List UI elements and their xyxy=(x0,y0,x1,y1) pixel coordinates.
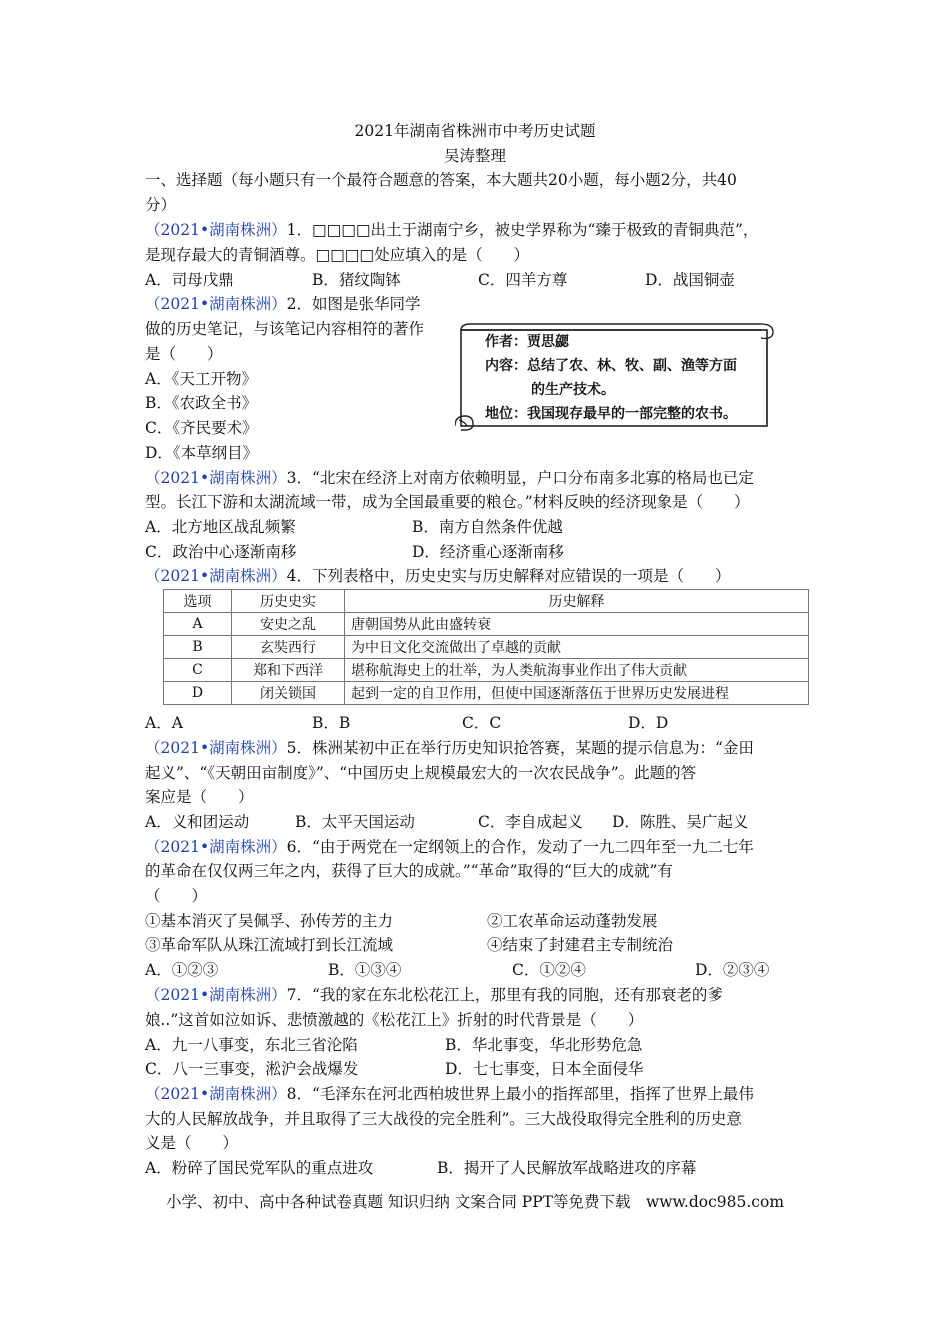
table-header-explanation: 历史解释 xyxy=(345,590,809,613)
question-4-line-1 xyxy=(145,566,730,586)
page-author: 吴涛整理 xyxy=(443,147,506,165)
q7-option-c: C．八一三事变，淞沪会战爆发 xyxy=(145,1060,359,1078)
q6-item-3: ③革命军队从珠江流域打到长江流域 xyxy=(145,936,394,954)
q7-option-d: D．七七事变，日本全面侵华 xyxy=(445,1060,644,1078)
table-cell: 闭关锁国 xyxy=(232,682,345,705)
history-table xyxy=(163,589,809,705)
q3-option-c: C．政治中心逐渐南移 xyxy=(145,543,297,561)
source-tag: （2021•湖南株洲） xyxy=(145,1085,287,1103)
q6-item-1: ①基本消灭了吴佩孚、孙传芳的主力 xyxy=(145,912,394,930)
question-1-line-2: 是现存最大的青铜酒尊。□□□□处应填入的是（ ） xyxy=(145,246,530,264)
q3-option-a: A．北方地区战乱频繁 xyxy=(145,518,296,536)
table-header-row xyxy=(164,590,809,613)
note-content-1: 内容：总结了农、林、牧、副、渔等方面 xyxy=(485,358,737,374)
table-row xyxy=(164,682,809,705)
question-6-line-2: 的革命在仅仅两三年之内，获得了巨大的成就。”“革命”取得的“巨大的成就”有 xyxy=(145,862,673,880)
table-cell: 安史之乱 xyxy=(232,613,345,636)
note-status: 地位：我国现存最早的一部完整的农书。 xyxy=(485,406,737,422)
q4-option-a: A．A xyxy=(145,714,183,732)
note-author: 作者：贾思勰 xyxy=(485,334,569,350)
q4-option-b: B．B xyxy=(312,714,351,732)
table-cell: 玄奘西行 xyxy=(232,636,345,659)
question-8-line-3: 义是（ ） xyxy=(145,1134,239,1152)
q7-option-a: A．九一八事变，东北三省沦陷 xyxy=(145,1036,358,1054)
q6-option-c: C．①②④ xyxy=(512,961,586,979)
q5-option-a: A．义和团运动 xyxy=(145,813,250,831)
q5-option-b: B．太平天国运动 xyxy=(295,813,415,831)
question-3-line-2: 型。长江下游和太湖流域一带，成为全国最重要的粮仓。”材料反映的经济现象是（ ） xyxy=(145,493,750,511)
source-tag: （2021•湖南株洲） xyxy=(145,469,287,487)
question-8-line-1 xyxy=(145,1084,754,1104)
question-5-line-2: 起义”、“《天朝田亩制度》”、“中国历史上规模最宏大的一次农民战争”。此题的答 xyxy=(145,764,697,782)
source-tag: （2021•湖南株洲） xyxy=(145,567,287,585)
question-3-line-1 xyxy=(145,468,754,488)
question-2-text: 2．如图是张华同学 xyxy=(286,295,421,313)
question-5-line-1 xyxy=(145,738,754,758)
question-3-text: 3．“北宋在经济上对南方依赖明显，户口分布南多北寡的格局也已定 xyxy=(286,469,754,487)
q1-option-c: C．四羊方尊 xyxy=(478,271,568,289)
question-1-text: 1．□□□□出土于湖南宁乡，被史学界称为“臻于极致的青铜典范”， xyxy=(286,221,759,239)
table-cell: C xyxy=(164,659,232,682)
section-heading: 一、选择题（每小题只有一个最符合题意的答案，本大题共20小题，每小题2分，共40 xyxy=(145,171,737,189)
q8-option-b: B．揭开了人民解放军战略进攻的序幕 xyxy=(437,1159,697,1177)
q5-option-c: C．李自成起义 xyxy=(478,813,583,831)
q8-option-a: A．粉碎了国民党军队的重点进攻 xyxy=(145,1159,374,1177)
q3-option-b: B．南方自然条件优越 xyxy=(412,518,563,536)
q2-option-c: C．《齐民要术》 xyxy=(145,419,258,437)
q6-item-2: ②工农革命运动蓬勃发展 xyxy=(487,912,658,930)
source-tag: （2021•湖南株洲） xyxy=(145,221,287,239)
question-7-text: 7．“我的家在东北松花江上，那里有我的同胞，还有那衰老的爹 xyxy=(286,986,723,1004)
question-7-line-2: 娘..”这首如泣如诉、悲愤激越的《松花江上》折射的时代背景是（ ） xyxy=(145,1011,644,1029)
table-row xyxy=(164,613,809,636)
question-6-text: 6．“由于两党在一定纲领上的合作，发动了一九二四年至一九二七年 xyxy=(286,838,754,856)
question-6-line-1 xyxy=(145,837,754,857)
q2-option-d: D．《本草纲目》 xyxy=(145,444,259,462)
question-8-line-2: 大的人民解放战争，并且取得了三大战役的完全胜利”。三大战役取得完全胜利的历史意 xyxy=(145,1110,742,1128)
question-2-line-2: 做的历史笔记，与该笔记内容相符的著作 xyxy=(145,320,425,338)
table-cell: B xyxy=(164,636,232,659)
table-header-fact: 历史史实 xyxy=(232,590,345,613)
question-5-text: 5．株洲某初中正在举行历史知识抢答赛，某题的提示信息为：“金田 xyxy=(286,739,754,757)
table-cell: 起到一定的自卫作用，但使中国逐渐落伍于世界历史发展进程 xyxy=(345,682,809,705)
q6-option-a: A．①②③ xyxy=(145,961,219,979)
q2-option-b: B．《农政全书》 xyxy=(145,394,258,412)
table-cell: 为中日文化交流做出了卓越的贡献 xyxy=(345,636,809,659)
q4-option-c: C．C xyxy=(462,714,502,732)
history-note-scroll xyxy=(455,320,780,432)
question-2-line-1 xyxy=(145,294,420,314)
source-tag: （2021•湖南株洲） xyxy=(145,838,287,856)
table-row xyxy=(164,659,809,682)
question-2-line-3: 是（ ） xyxy=(145,345,223,363)
q6-option-b: B．①③④ xyxy=(328,961,402,979)
table-cell: D xyxy=(164,682,232,705)
question-1-line-1 xyxy=(145,220,758,240)
table-header-option: 选项 xyxy=(164,590,232,613)
source-tag: （2021•湖南株洲） xyxy=(145,739,287,757)
page-footer: 小学、初中、高中各种试卷真题 知识归纳 文案合同 PPT等免费下载 www.doc985.com xyxy=(165,1193,785,1211)
q7-option-b: B．华北事变，华北形势危急 xyxy=(445,1036,643,1054)
q5-option-d: D．陈胜、吴广起义 xyxy=(612,813,749,831)
page-title: 2021年湖南省株洲市中考历史试题 xyxy=(354,122,596,140)
q1-option-d: D．战国铜壶 xyxy=(645,271,735,289)
table-cell: 堪称航海史上的壮举，为人类航海事业作出了伟大贡献 xyxy=(345,659,809,682)
q3-option-d: D．经济重心逐渐南移 xyxy=(412,543,564,561)
q2-option-a: A．《天工开物》 xyxy=(145,370,257,388)
question-4-text: 4．下列表格中，历史史实与历史解释对应错误的一项是（ ） xyxy=(286,567,731,585)
section-heading-cont: 分） xyxy=(145,196,177,214)
note-content-2: 的生产技术。 xyxy=(531,382,615,398)
q6-item-4: ④结束了封建君主专制统治 xyxy=(487,936,674,954)
q4-option-d: D．D xyxy=(628,714,669,732)
q6-option-d: D．②③④ xyxy=(695,961,770,979)
q1-option-a: A．司母戊鼎 xyxy=(145,271,234,289)
question-5-line-3: 案应是（ ） xyxy=(145,788,254,806)
table-cell: 郑和下西洋 xyxy=(232,659,345,682)
question-8-text: 8．“毛泽东在河北西柏坡世界上最小的指挥部里，指挥了世界上最伟 xyxy=(286,1085,754,1103)
question-6-line-3: （ ） xyxy=(145,887,208,905)
table-row xyxy=(164,636,809,659)
table-cell: 唐朝国势从此由盛转衰 xyxy=(345,613,809,636)
source-tag: （2021•湖南株洲） xyxy=(145,295,287,313)
source-tag: （2021•湖南株洲） xyxy=(145,986,287,1004)
table-cell: A xyxy=(164,613,232,636)
q1-option-b: B．猪纹陶钵 xyxy=(312,271,401,289)
question-7-line-1 xyxy=(145,985,723,1005)
